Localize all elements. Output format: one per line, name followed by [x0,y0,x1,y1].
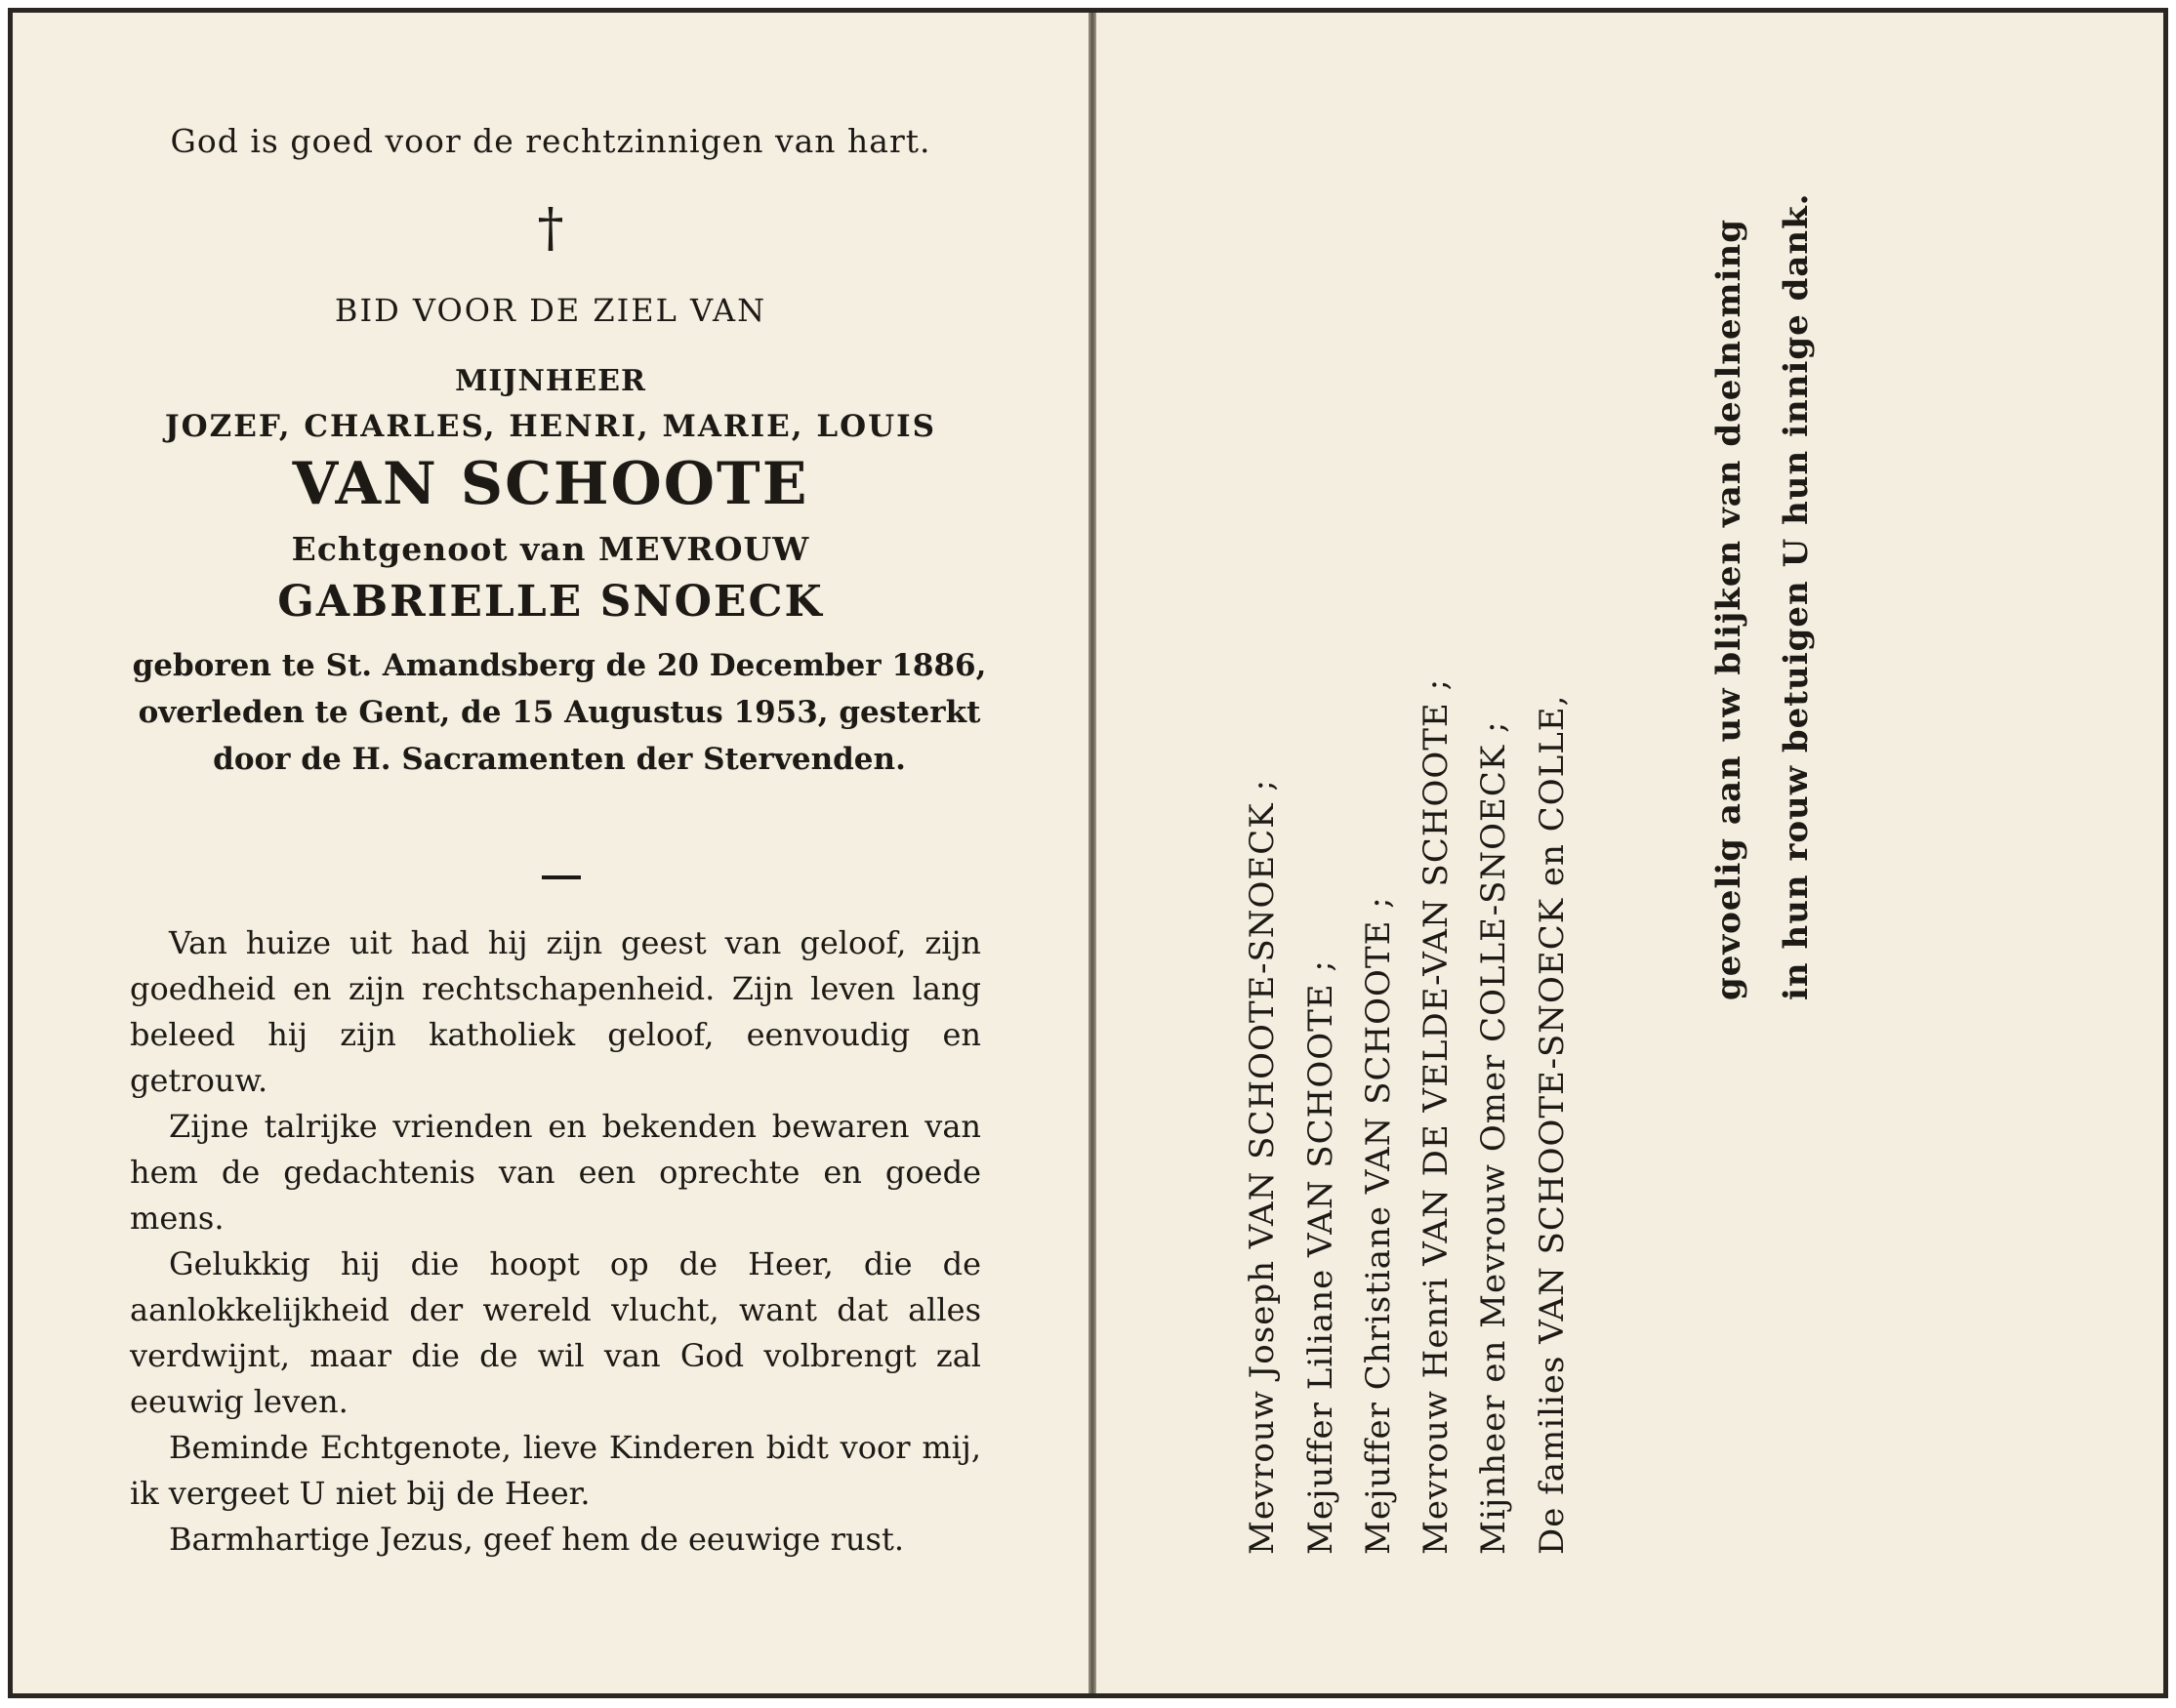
first-names: JOZEF, CHARLES, HENRI, MARIE, LOUIS [164,409,937,444]
memorial-card [8,8,2168,1698]
surname: VAN SCHOOTE [292,450,809,518]
fold-line [1088,13,1096,1693]
spouse-name: GABRIELLE SNOECK [277,577,824,627]
paragraph: Barmhartige Jezus, geef hem de eeuwige rust. [169,1521,904,1558]
prayer-heading: BID VOOR DE ZIEL VAN [334,292,767,329]
mourner-line: Mejuffer Liliane VAN SCHOOTE ; [1301,959,1340,1555]
paragraph: Gelukkig hij die hoopt op de Heer, die de aanlokkelijkheid der wereld vlucht, want dat alles verdwijnt, maar die de wil van God volbrengt zal eeuwig leven. [130,1245,981,1420]
memorial-text [130,920,981,1563]
mourner-line: Mijnheer en Mevrouw Omer COLLE-SNOECK ; [1474,720,1513,1555]
left-panel [13,13,1088,1693]
mourner-line: Mejuffer Christiane VAN SCHOOTE ; [1359,896,1398,1555]
paragraph: Zijne talrijke vrienden en bekenden bewaren van hem de gedachtenis van een oprechte en goede mens. [130,1108,981,1237]
honorific-title: MIJNHEER [455,364,646,398]
right-panel [1096,13,2163,1693]
cross-icon: † [537,197,564,259]
spouse-of-label: Echtgenoot van MEVROUW [291,530,810,568]
paragraph: Beminde Echtgenote, lieve Kinderen bidt voor mij, ik vergeet U niet bij de Heer. [130,1429,981,1512]
mourner-line: Mevrouw Joseph VAN SCHOOTE-SNOECK ; [1243,779,1282,1555]
mourner-line: Mevrouw Henri VAN DE VELDE-VAN SCHOOTE ; [1416,677,1456,1555]
thanks-line: in hun rouw betuigen U hun innige dank. [1777,192,1816,1000]
divider [542,875,581,879]
birth-death-dates: geboren te St. Amandsberg de 20 December 1886, overleden te Gent, de 15 Augustus 1953, gesterkt door de H. Sacramenten der Stervenden. [132,648,987,777]
mourner-line: De families VAN SCHOOTE-SNOECK en COLLE, [1533,694,1572,1555]
thanks-line: gevoelig aan uw blijken van deelneming [1709,218,1748,1000]
motto: God is goed voor de rechtzinnigen van hart. [170,122,931,160]
paragraph: Van huize uit had hij zijn geest van geloof, zijn goedheid en zijn rechtschapenheid. Zijn leven lang beleed hij zijn katholiek geloof, eenvoudig en getrouw. [130,924,981,1099]
